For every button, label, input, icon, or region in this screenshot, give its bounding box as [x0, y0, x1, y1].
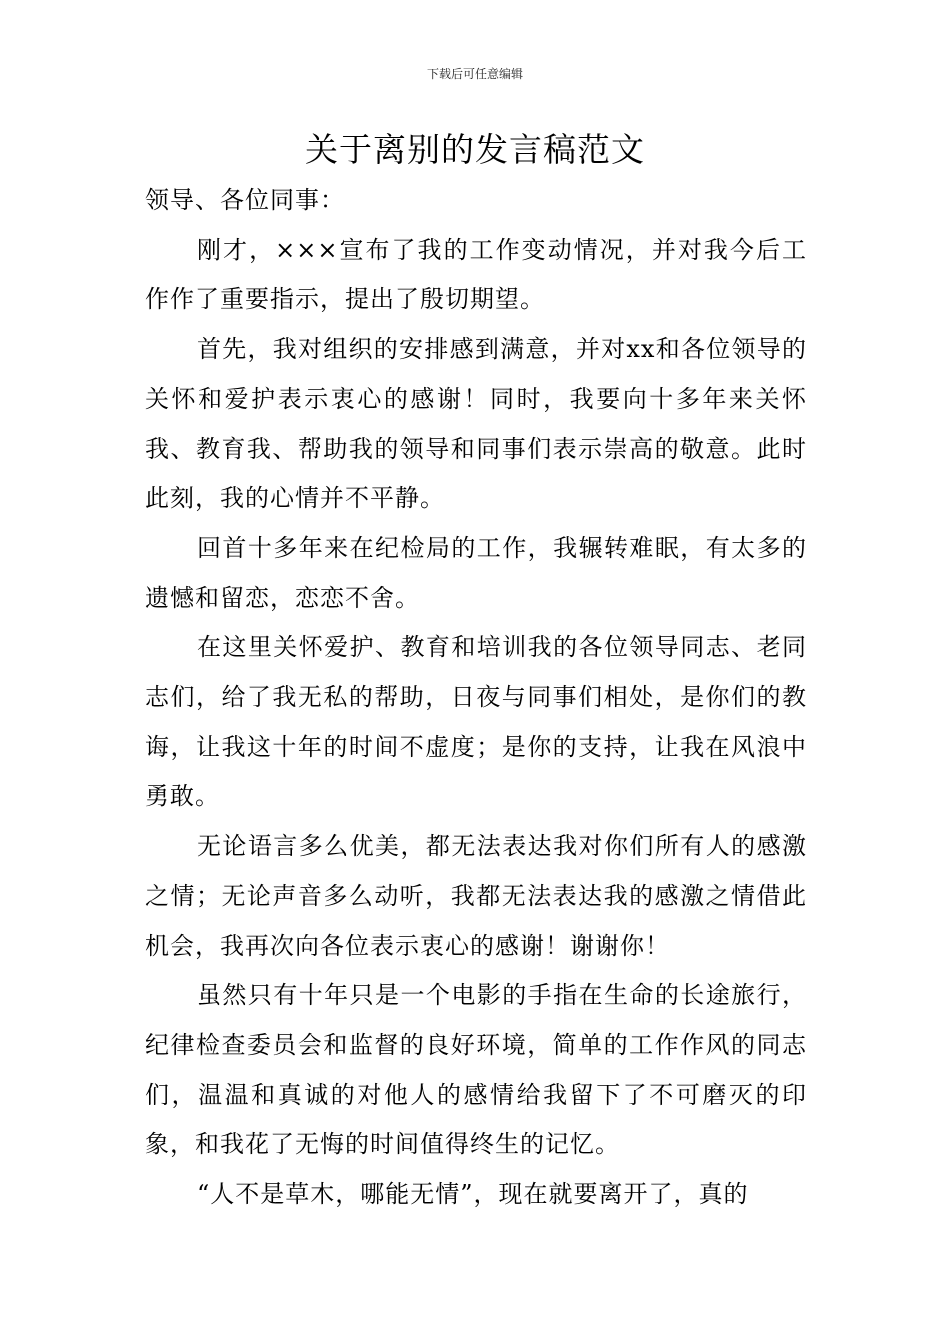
paragraph-6: 虽然只有十年只是一个电影的手指在生命的长途旅行，纪律检查委员会和监督的良好环境，简单的工作作风的同志们，温温和真诚的对他人的感情给我留下了不可磨灭的印象，和我花了无悔的时间值得终生的记忆。: [145, 981, 807, 1159]
paragraph-4: 在这里关怀爱护、教育和培训我的各位领导同志、老同志们，给了我无私的帮助，日夜与同事们相处，是你们的教诲，让我这十年的时间不虚度；是你的支持，让我在风浪中勇敢。: [145, 633, 807, 811]
document-title: 关于离别的发言稿范文: [305, 130, 645, 169]
paragraph-2: 首先，我对组织的安排感到满意，并对xx和各位领导的关怀和爱护表示衷心的感谢！同时，我要向十多年来关怀我、教育我、帮助我的领导和同事们表示崇高的敬意。此时此刻，我的心情并不平静。: [145, 335, 807, 513]
paragraph-3: 回首十多年来在纪检局的工作，我辗转难眠，有太多的遗憾和留恋，恋恋不舍。: [145, 533, 807, 612]
header-note: 下载后可任意编辑: [426, 67, 523, 81]
document-body: [145, 176, 807, 1220]
salutation: 领导、各位同事：: [145, 186, 345, 214]
paragraph-1: 刚才，×××宣布了我的工作变动情况，并对我今后工作作了重要指示，提出了殷切期望。: [145, 235, 807, 314]
paragraph-5: 无论语言多么优美，都无法表达我对你们所有人的感激之情；无论声音多么动听，我都无法表达我的感激之情借此机会，我再次向各位表示衷心的感谢！谢谢你！: [145, 832, 807, 960]
paragraph-7: “人不是草木，哪能无情”，现在就要离开了，真的: [197, 1180, 749, 1209]
